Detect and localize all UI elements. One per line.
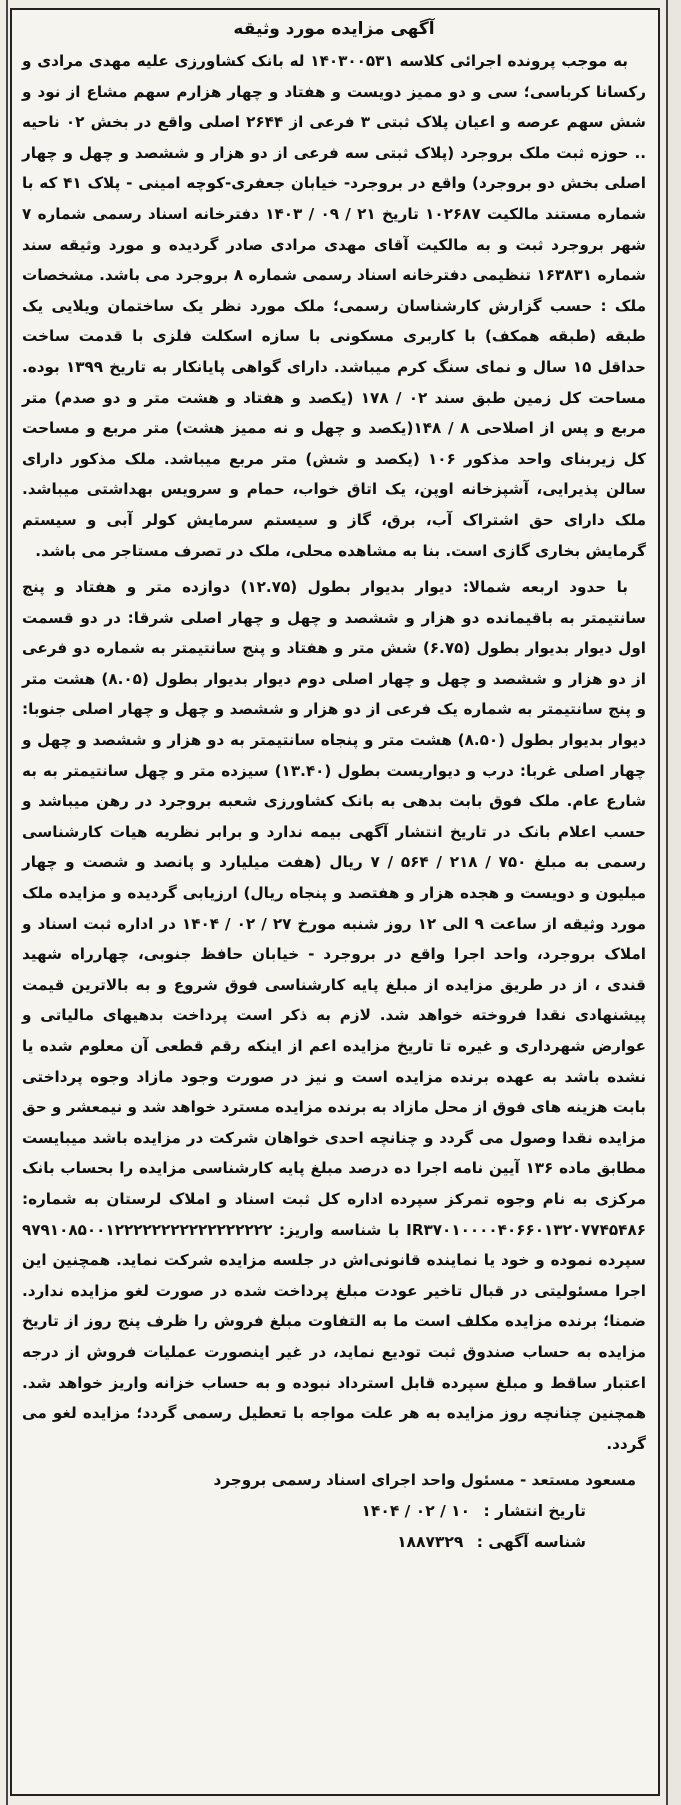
notice-id-line <box>22 1527 646 1558</box>
notice-title: آگهی مزایده مورد وثیقه <box>233 19 435 39</box>
publish-date-label: تاریخ انتشار : <box>483 1501 586 1520</box>
notice-id-value: ۱۸۸۷۳۲۹ <box>397 1532 464 1551</box>
property-description-paragraph: به موجب پرونده اجرائی کلاسه ۱۴۰۳۰۰۵۳۱ له بانک کشاورزی علیه مهدی مرادی و رکسانا کرباسی؛ سی و دو ممیز دویست و هفتاد و چهار هزارم سهم مشاع از نود و شش سهم عرصه و اعیان پلاک ثبتی ۳ فرعی از ۲۶۴۴ اصلی واقع در بخش ۰۲ ناحیه .. حوزه ثبت ملک بروجرد (پلاک ثبتی سه فرعی از دو هزار و ششصد و چهل و چهار اصلی بخش دو بروجرد) واقع در بروجرد- خیابان جعفری-کوچه امینی - پلاک ۴۱ که با شماره مستند مالکیت ۱۰۲۶۸۷ تاریخ ۲۱ / ۰۹ / ۱۴۰۳ دفترخانه اسناد رسمی شماره ۷ شهر بروجرد ثبت و به مالکیت آقای مهدی مرادی صادر گردیده و مورد وثیقه سند شماره ۱۶۳۸۳۱ تنظیمی دفترخانه اسناد رسمی شماره ۸ بروجرد می باشد. مشخصات ملک : حسب گزارش کارشناسان رسمی؛ ملک مورد نظر یک ساختمان ویلایی یک طبقه (طبقه همکف) با کاربری مسکونی با سازه اسکلت فلزی با قدمت ساخت حداقل ۱۵ سال و نمای سنگ کرم میباشد. دارای گواهی پایانکار به تاریخ ۱۳۹۹ بوده. مساحت کل زمین طبق سند ۰۲ / ۱۷۸ (یکصد و هفتاد و هشت متر و دو صدم) متر مربع و پس از اصلاحی ۸ / ۱۴۸(یکصد و چهل و نه ممیز هشت) متر مربع و مساحت کل زیربنای واحد مذکور ۱۰۶ (یکصد و شش) متر مربع میباشد. ملک مذکور دارای سالن پذیرایی، آشپزخانه اوپن، یک اتاق خواب، حمام و سرویس بهداشتی میباشد. ملک دارای حق اشتراک آب، برق، گاز و سیستم سرمایش کولر آبی و سیستم گرمایش بخاری گازی است. بنا به مشاهده محلی، ملک در تصرف مستاجر می باشد. <box>22 52 647 560</box>
notice-body <box>22 14 646 1557</box>
publish-date-value: ۱۰ / ۰۲ / ۱۴۰۴ <box>361 1501 471 1520</box>
auction-terms-paragraph: با حدود اربعه شمالا: دیوار بدیوار بطول (۱۲.۷۵) دوازده متر و هفتاد و پنج سانتیمتر به باقیمانده دو هزار و ششصد و چهل و چهار اصلی شرقا: در دو قسمت اول دیوار بدیوار بطول (۶.۷۵) شش متر و هفتاد و پنج سانتیمتر به شماره دو فرعی از دو هزار و ششصد و چهل و چهار اصلی دوم دیوار بدیوار بطول (۸.۰۵) هشت متر و پنج سانتیمتر به شماره یک فرعی از دو هزار و ششصد و چهل و چهار اصلی جنوبا: دیوار بدیوار بطول (۸.۵۰) هشت متر و پنجاه سانتیمتر به دو هزار و ششصد و چهل و چهار اصلی غربا: درب و دیواریست بطول (۱۳.۴۰) سیزده متر و چهل سانتیمتر به به شارع عام. ملک فوق بابت بدهی به بانک کشاورزی شعبه بروجرد در رهن میباشد و حسب اعلام بانک در تاریخ انتشار آگهی بیمه ندارد و برابر نظریه هیات کارشناسی رسمی به مبلغ ۷۵۰ / ۲۱۸ / ۵۶۴ / ۷ ریال (هفت میلیارد و پانصد و شصت و چهار میلیون و دویست و هجده هزار و هفتصد و پنجاه ریال) ارزیابی گردیده و مزایده ملک مورد وثیقه از ساعت ۹ الی ۱۲ روز شنبه مورخ ۲۷ / ۰۲ / ۱۴۰۴ در اداره ثبت اسناد و املاک بروجرد، واحد اجرا واقع در بروجرد - خیابان حافظ جنوبی، چهارراه شهید قندی ، از در طریق مزایده از مبلغ پایه کارشناسی فوق شروع و به بالاترین قیمت پیشنهادی نقدا فروخته خواهد شد. لازم به ذکر است پرداخت بدهیهای مالیاتی و عوارض شهرداری و غیره تا تاریخ مزایده اعم از اینکه رقم قطعی آن معلوم شده یا نشده باشد به عهده برنده مزایده است و نیز در صورت وجود مازاد وجوه پرداختی بابت هزینه های فوق از محل مازاد به برنده مزایده مسترد خواهد شد و نیمعشر و حق مزایده نقدا وصول می گردد و چنانچه احدی خواهان شرکت در مزایده باشد میبایست مطابق ماده ۱۳۶ آیین نامه اجرا ده درصد مبلغ پایه کارشناسی مزایده را بحساب بانک مرکزی به نام وجوه تمرکز سپرده اداره کل ثبت اسناد و املاک لرستان به شماره: IR۳۷۰۱۰۰۰۰۴۰۶۶۰۱۳۲۰۷۷۴۵۴۸۶ با شناسه واریز: ۹۷۹۱۰۸۵۰۰۱۲۲۲۲۲۲۲۲۲۲۲۲۲۲۲۲۲ سپرده نموده و خود یا نماینده قانونی‌اش در جلسه مزایده شرکت نماید. همچنین این اجرا مسئولیتی در قبال تاخیر عودت مبلغ پرداخت شده در صورت لغو مزایده ندارد. ضمنا؛ برنده مزایده مکلف است ما به التفاوت مبلغ فروش را ظرف پنج روز از تاریخ مزایده به حساب صندوق ثبت تودیع نماید، در غیر اینصورت عملیات فروش از درجه اعتبار ساقط و مبلغ سپرده قابل استرداد نبوده و به حساب خزانه واریز خواهد شد. همچنین چنانچه روز مزایده به هر علت مواجه با تعطیل رسمی گردد؛ مزایده لغو می گردد. <box>22 578 647 1453</box>
signature-line: مسعود مستعد - مسئول واحد اجرای اسناد رسمی بروجرد <box>213 1471 636 1490</box>
publish-date-line <box>22 1496 646 1527</box>
notice-id-label: شناسه آگهی : <box>476 1532 586 1551</box>
left-column-edge <box>0 0 8 1805</box>
right-column-edge <box>666 0 681 1805</box>
